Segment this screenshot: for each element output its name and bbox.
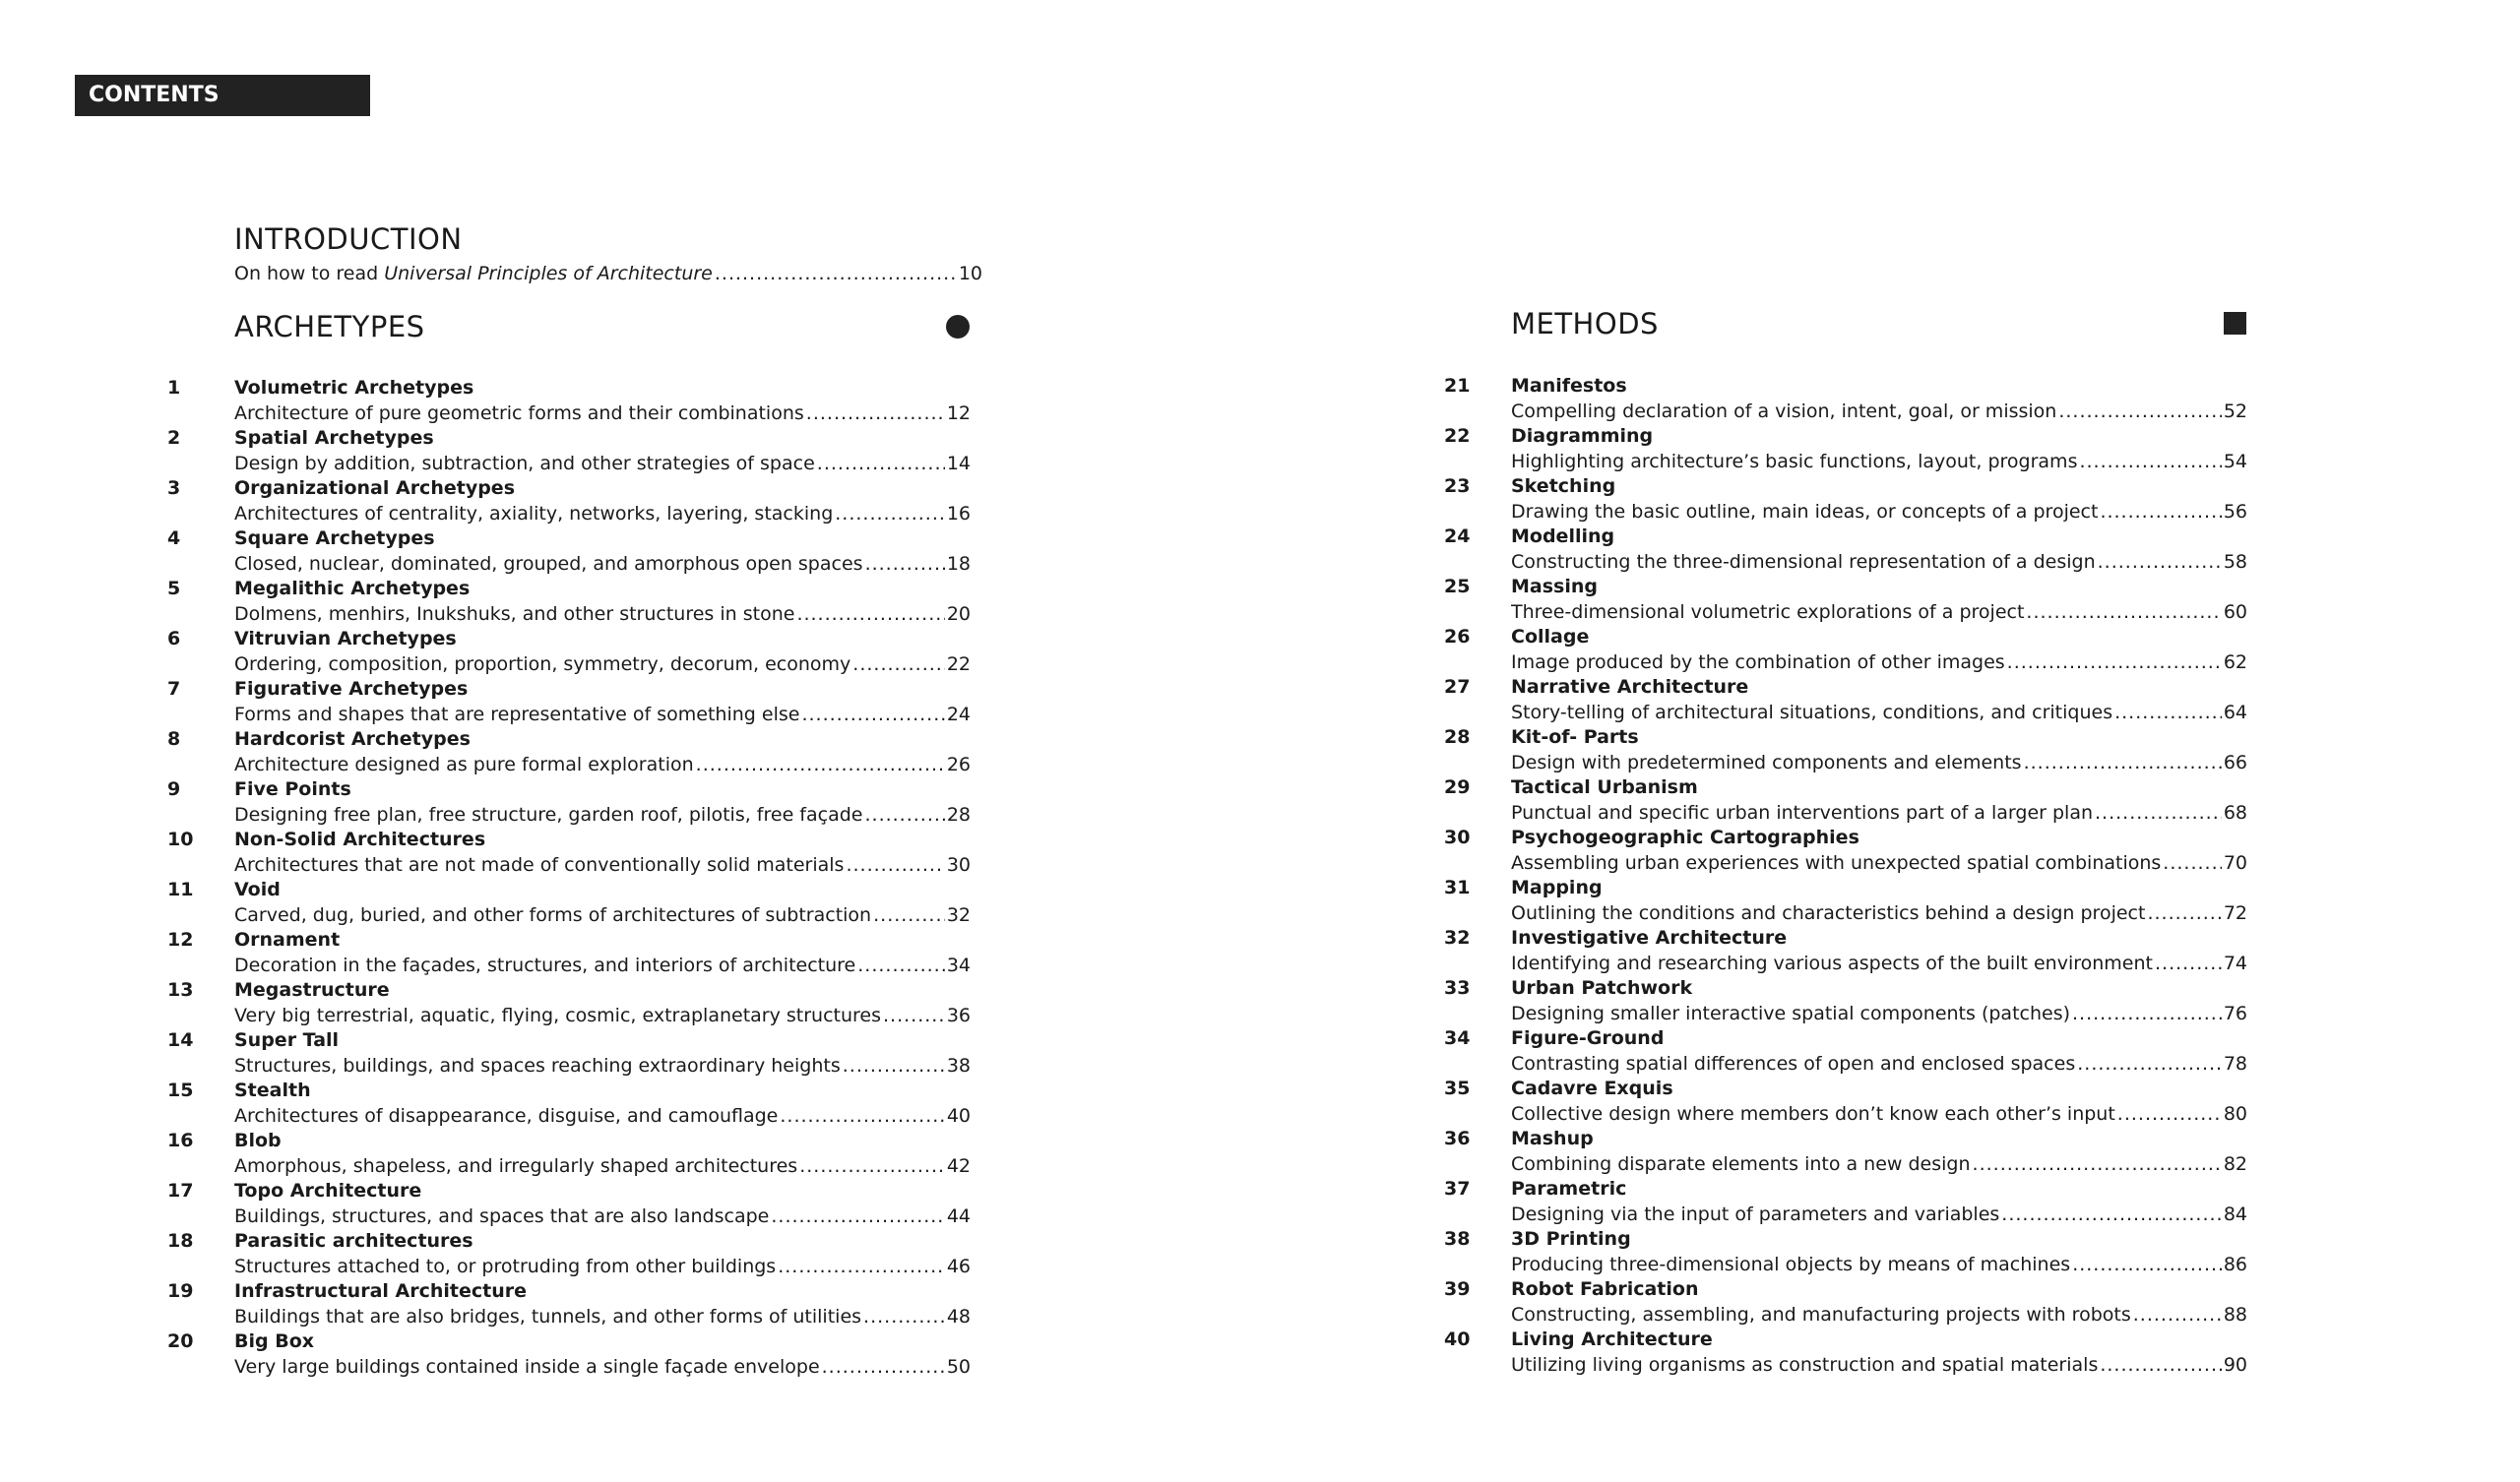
entry-number: 21	[1444, 375, 1471, 397]
dot-leader	[857, 953, 945, 978]
entry-number: 35	[1444, 1078, 1471, 1099]
entry-number: 14	[167, 1029, 194, 1051]
entry-number: 1	[167, 377, 181, 399]
toc-entry[interactable]	[1444, 876, 2247, 926]
toc-entry[interactable]	[1444, 1026, 2247, 1077]
archetypes-list	[167, 376, 971, 1380]
toc-entry[interactable]	[1444, 525, 2247, 575]
dot-leader	[817, 451, 945, 476]
contents-header-tab: CONTENTS	[75, 75, 370, 116]
entry-title: Living Architecture	[1511, 1328, 1713, 1350]
entry-title: Diagramming	[1511, 425, 1654, 447]
introduction-description: On how to read Universal Principles of Architecture	[234, 263, 713, 284]
page-number: 66	[2223, 752, 2247, 773]
entry-description: Very large buildings contained inside a single façade envelope	[234, 1356, 820, 1378]
toc-entry[interactable]	[167, 1179, 971, 1229]
toc-entry[interactable]	[1444, 976, 2247, 1026]
entry-title: Figure-Ground	[1511, 1027, 1665, 1049]
entry-description: Buildings that are also bridges, tunnels, and other forms of utilities	[234, 1306, 862, 1328]
entry-title: Kit-of- Parts	[1511, 726, 1639, 748]
entry-number: 8	[167, 728, 181, 750]
entry-description: Dolmens, menhirs, Inukshuks, and other structures in stone	[234, 603, 795, 625]
page-number: 10	[958, 263, 982, 284]
entry-description: Ordering, composition, proportion, symmetry, decorum, economy	[234, 653, 851, 675]
entry-number: 18	[167, 1230, 194, 1252]
page-number: 22	[946, 653, 971, 675]
toc-entry[interactable]	[1444, 1328, 2247, 1378]
entry-number: 22	[1444, 425, 1471, 447]
dot-leader	[778, 1254, 945, 1279]
entry-description: Combining disparate elements into a new design	[1511, 1153, 1971, 1175]
dot-leader	[2072, 1001, 2222, 1026]
page-number: 46	[946, 1256, 971, 1277]
toc-entry[interactable]	[1444, 1177, 2247, 1227]
entry-description: Structures, buildings, and spaces reaching extraordinary heights	[234, 1055, 841, 1077]
entry-title: Modelling	[1511, 525, 1615, 547]
entry-number: 4	[167, 527, 181, 549]
entry-number: 29	[1444, 776, 1471, 798]
entry-description: Design with predetermined components and elements	[1511, 752, 2022, 773]
page-number: 50	[946, 1356, 971, 1378]
dot-leader	[865, 551, 945, 577]
entry-title: Stealth	[234, 1080, 311, 1101]
entry-description: Collective design where members don’t know each other’s input	[1511, 1103, 2115, 1125]
entry-title: Vitruvian Archetypes	[234, 628, 457, 649]
page-number: 88	[2223, 1304, 2247, 1326]
entry-description: Compelling declaration of a vision, intent, goal, or mission	[1511, 401, 2057, 422]
dot-leader	[2117, 1101, 2222, 1127]
entry-number: 39	[1444, 1278, 1471, 1300]
entry-title: Narrative Architecture	[1511, 676, 1749, 698]
dot-leader	[852, 651, 945, 677]
page-number: 56	[2223, 501, 2247, 523]
entry-number: 36	[1444, 1128, 1471, 1149]
dot-leader	[2001, 1202, 2222, 1227]
page-number: 42	[946, 1155, 971, 1177]
toc-entry[interactable]	[1444, 725, 2247, 775]
toc-entry[interactable]	[1444, 675, 2247, 725]
entry-title: 3D Printing	[1511, 1228, 1631, 1250]
page-number: 58	[2223, 551, 2247, 573]
entry-number: 26	[1444, 626, 1471, 648]
page-number: 30	[946, 854, 971, 876]
dot-leader	[864, 802, 944, 828]
page-number: 36	[946, 1005, 971, 1026]
entry-title: Urban Patchwork	[1511, 977, 1693, 999]
dot-leader	[835, 501, 945, 526]
dot-leader	[2058, 399, 2221, 424]
entry-title: Void	[234, 879, 281, 900]
introduction-entry[interactable]	[234, 261, 982, 286]
toc-entry[interactable]	[167, 1329, 971, 1380]
introduction-section	[234, 219, 982, 286]
entry-title: Organizational Archetypes	[234, 477, 515, 499]
entry-number: 23	[1444, 475, 1471, 497]
page-number: 12	[946, 402, 971, 424]
entry-description: Punctual and specific urban interventions part of a larger plan	[1511, 802, 2094, 824]
toc-entry[interactable]	[167, 627, 971, 677]
entry-number: 15	[167, 1080, 194, 1101]
toc-entry[interactable]	[1444, 926, 2247, 976]
page-number: 64	[2223, 702, 2247, 723]
entry-title: Cadavre Exquis	[1511, 1078, 1673, 1099]
page-number: 60	[2223, 601, 2247, 623]
entry-number: 12	[167, 929, 194, 951]
entry-description: Producing three-dimensional objects by means of machines	[1511, 1254, 2071, 1275]
filled-square-icon	[2224, 312, 2246, 335]
dot-leader	[796, 601, 944, 627]
toc-entry[interactable]	[1444, 1127, 2247, 1177]
dot-leader	[822, 1354, 945, 1380]
toc-entry[interactable]	[167, 1129, 971, 1179]
entry-number: 38	[1444, 1228, 1471, 1250]
toc-entry[interactable]	[167, 1279, 971, 1329]
entry-title: Spatial Archetypes	[234, 427, 434, 449]
entry-description: Architecture of pure geometric forms and their combinations	[234, 402, 804, 424]
toc-entry[interactable]	[1444, 625, 2247, 675]
dot-leader	[873, 902, 945, 928]
dot-leader	[2098, 549, 2222, 575]
entry-description: Three-dimensional volumetric explorations of a project	[1511, 601, 2025, 623]
entry-description: Story-telling of architectural situations, conditions, and critiques	[1511, 702, 2113, 723]
toc-entry[interactable]	[1444, 775, 2247, 826]
entry-title: Psychogeographic Cartographies	[1511, 827, 1859, 848]
entry-description: Architectures that are not made of conventionally solid materials	[234, 854, 845, 876]
entry-description: Very big terrestrial, aquatic, flying, cosmic, extraplanetary structures	[234, 1005, 882, 1026]
entry-description: Closed, nuclear, dominated, grouped, and amorphous open spaces	[234, 553, 863, 575]
page-number: 84	[2223, 1204, 2247, 1225]
dot-leader	[2163, 850, 2222, 876]
toc-entry[interactable]	[167, 928, 971, 978]
dot-leader	[1973, 1151, 2222, 1177]
toc-entry[interactable]	[167, 677, 971, 727]
archetypes-title: ARCHETYPES	[234, 307, 982, 346]
toc-entry[interactable]	[1444, 374, 2247, 424]
entry-number: 31	[1444, 877, 1471, 898]
toc-entry[interactable]	[167, 526, 971, 577]
entry-number: 3	[167, 477, 181, 499]
dot-leader	[2024, 750, 2222, 775]
entry-title: Super Tall	[234, 1029, 340, 1051]
dot-leader	[2079, 449, 2221, 474]
entry-number: 32	[1444, 927, 1471, 949]
page-number: 40	[946, 1105, 971, 1127]
entry-description: Architectures of disappearance, disguise, and camouflage	[234, 1105, 779, 1127]
entry-description: Assembling urban experiences with unexpected spatial combinations	[1511, 852, 2162, 874]
entry-number: 20	[167, 1330, 194, 1352]
page-number: 38	[946, 1055, 971, 1077]
dot-leader	[806, 401, 945, 426]
toc-entry[interactable]	[167, 1229, 971, 1279]
toc-entry[interactable]	[1444, 424, 2247, 474]
dot-leader	[801, 702, 944, 727]
entry-title: Blob	[234, 1130, 282, 1151]
toc-entry[interactable]	[1444, 474, 2247, 525]
entry-title: Volumetric Archetypes	[234, 377, 474, 399]
dot-leader	[2095, 800, 2222, 826]
entry-description: Constructing the three-dimensional representation of a design	[1511, 551, 2096, 573]
toc-entry[interactable]	[167, 577, 971, 627]
dot-leader	[780, 1103, 944, 1129]
page-number: 72	[2223, 902, 2247, 924]
entry-description: Outlining the conditions and characteristics behind a design project	[1511, 902, 2146, 924]
entry-number: 37	[1444, 1178, 1471, 1200]
dot-leader	[846, 852, 944, 878]
entry-description: Structures attached to, or protruding from other buildings	[234, 1256, 777, 1277]
entry-title: Manifestos	[1511, 375, 1627, 397]
toc-entry[interactable]	[1444, 826, 2247, 876]
entry-title: Sketching	[1511, 475, 1616, 497]
page-number: 48	[946, 1306, 971, 1328]
entry-number: 34	[1444, 1027, 1471, 1049]
page-number: 18	[946, 553, 971, 575]
dot-leader	[2077, 1051, 2222, 1077]
book-title: Universal Principles of Architecture	[384, 263, 713, 284]
page-number: 76	[2223, 1003, 2247, 1024]
toc-entry[interactable]	[1444, 1277, 2247, 1328]
entry-title: Megalithic Archetypes	[234, 578, 471, 599]
entry-number: 2	[167, 427, 181, 449]
entry-title: Hardcorist Archetypes	[234, 728, 471, 750]
entry-description: Amorphous, shapeless, and irregularly shaped architectures	[234, 1155, 798, 1177]
toc-entry[interactable]	[167, 1028, 971, 1079]
page-number: 34	[946, 955, 971, 976]
dot-leader	[696, 752, 945, 777]
dot-leader	[843, 1053, 945, 1079]
toc-entry[interactable]	[167, 376, 971, 426]
dot-leader	[2147, 900, 2221, 926]
page-number: 90	[2223, 1354, 2247, 1376]
entry-title: Tactical Urbanism	[1511, 776, 1698, 798]
toc-entry[interactable]	[167, 878, 971, 928]
entry-number: 13	[167, 979, 194, 1001]
entry-title: Investigative Architecture	[1511, 927, 1788, 949]
entry-title: Square Archetypes	[234, 527, 435, 549]
entry-description: Constructing, assembling, and manufacturing projects with robots	[1511, 1304, 2131, 1326]
page-number: 44	[946, 1205, 971, 1227]
entry-title: Megastructure	[234, 979, 390, 1001]
page-number: 68	[2223, 802, 2247, 824]
dot-leader	[2133, 1302, 2222, 1328]
entry-number: 25	[1444, 576, 1471, 597]
entry-description: Buildings, structures, and spaces that are also landscape	[234, 1205, 770, 1227]
dot-leader	[2155, 951, 2222, 976]
toc-entry[interactable]	[167, 426, 971, 476]
page-number: 70	[2223, 852, 2247, 874]
entry-title: Figurative Archetypes	[234, 678, 469, 700]
entry-title: Five Points	[234, 778, 351, 800]
entry-description: Designing via the input of parameters and variables	[1511, 1204, 2000, 1225]
toc-entry[interactable]	[167, 476, 971, 526]
page-number: 62	[2223, 651, 2247, 673]
entry-description: Image produced by the combination of other images	[1511, 651, 2005, 673]
entry-title: Massing	[1511, 576, 1598, 597]
dot-leader	[2114, 700, 2222, 725]
entry-title: Big Box	[234, 1330, 315, 1352]
entry-number: 10	[167, 829, 194, 850]
dot-leader	[715, 261, 957, 286]
entry-title: Non-Solid Architectures	[234, 829, 486, 850]
entry-description: Design by addition, subtraction, and other strategies of space	[234, 453, 815, 474]
entry-description: Identifying and researching various aspects of the built environment	[1511, 953, 2153, 974]
entry-title: Ornament	[234, 929, 341, 951]
toc-entry[interactable]	[167, 978, 971, 1028]
page-number: 14	[946, 453, 971, 474]
entry-number: 24	[1444, 525, 1471, 547]
toc-entry[interactable]	[167, 1079, 971, 1129]
entry-description: Drawing the basic outline, main ideas, or concepts of a project	[1511, 501, 2099, 523]
page-number: 86	[2223, 1254, 2247, 1275]
methods-section-header	[1511, 304, 2259, 343]
entry-number: 33	[1444, 977, 1471, 999]
entry-number: 27	[1444, 676, 1471, 698]
dot-leader	[799, 1153, 945, 1179]
dot-leader	[2072, 1252, 2222, 1277]
page-number: 78	[2223, 1053, 2247, 1075]
toc-entry[interactable]	[1444, 1077, 2247, 1127]
entry-title: Topo Architecture	[234, 1180, 422, 1202]
entry-number: 11	[167, 879, 194, 900]
entry-title: Infrastructural Architecture	[234, 1280, 528, 1302]
entry-title: Robot Fabrication	[1511, 1278, 1699, 1300]
entry-description: Architectures of centrality, axiality, networks, layering, stacking	[234, 503, 834, 525]
entry-number: 17	[167, 1180, 194, 1202]
page-number: 54	[2223, 451, 2247, 472]
entry-description: Architecture designed as pure formal exploration	[234, 754, 694, 775]
entry-description: Forms and shapes that are representative of something else	[234, 704, 800, 725]
entry-number: 5	[167, 578, 181, 599]
entry-description: Designing free plan, free structure, garden roof, pilotis, free façade	[234, 804, 863, 826]
dot-leader	[2007, 649, 2222, 675]
page-number: 82	[2223, 1153, 2247, 1175]
entry-description: Highlighting architecture’s basic functions, layout, programs	[1511, 451, 2078, 472]
dot-leader	[771, 1204, 944, 1229]
page-number: 16	[946, 503, 971, 525]
dot-leader	[883, 1003, 945, 1028]
toc-entry[interactable]	[1444, 1227, 2247, 1277]
entry-number: 7	[167, 678, 181, 700]
methods-title: METHODS	[1511, 304, 2259, 343]
entry-title: Collage	[1511, 626, 1590, 648]
introduction-title: INTRODUCTION	[234, 222, 463, 256]
toc-entry[interactable]	[167, 777, 971, 828]
entry-title: Mashup	[1511, 1128, 1594, 1149]
dot-leader	[863, 1304, 945, 1329]
archetypes-section-header	[234, 307, 982, 346]
entry-title: Mapping	[1511, 877, 1603, 898]
entry-description: Carved, dug, buried, and other forms of architectures of subtraction	[234, 904, 872, 926]
page-number: 20	[946, 603, 971, 625]
page-number: 32	[946, 904, 971, 926]
entry-description: Contrasting spatial differences of open and enclosed spaces	[1511, 1053, 2076, 1075]
entry-description: Designing smaller interactive spatial components (patches)	[1511, 1003, 2071, 1024]
entry-number: 16	[167, 1130, 194, 1151]
entry-number: 6	[167, 628, 181, 649]
entry-number: 9	[167, 778, 181, 800]
page-number: 28	[946, 804, 971, 826]
entry-title: Parametric	[1511, 1178, 1627, 1200]
page-number: 24	[946, 704, 971, 725]
entry-description: Decoration in the façades, structures, and interiors of architecture	[234, 955, 856, 976]
page-number: 26	[946, 754, 971, 775]
page-number: 80	[2223, 1103, 2247, 1125]
entry-number: 30	[1444, 827, 1471, 848]
toc-entry[interactable]	[167, 828, 971, 878]
dot-leader	[2100, 499, 2221, 525]
toc-entry[interactable]	[1444, 575, 2247, 625]
methods-list	[1444, 374, 2247, 1378]
page-number: 74	[2223, 953, 2247, 974]
entry-number: 40	[1444, 1328, 1471, 1350]
entry-description: Utilizing living organisms as construction and spatial materials	[1511, 1354, 2099, 1376]
toc-entry[interactable]	[167, 727, 971, 777]
page-number: 52	[2223, 401, 2247, 422]
dot-leader	[2100, 1352, 2221, 1378]
entry-title: Parasitic architectures	[234, 1230, 473, 1252]
entry-number: 28	[1444, 726, 1471, 748]
dot-leader	[2026, 599, 2221, 625]
filled-circle-icon	[946, 315, 970, 339]
entry-number: 19	[167, 1280, 194, 1302]
